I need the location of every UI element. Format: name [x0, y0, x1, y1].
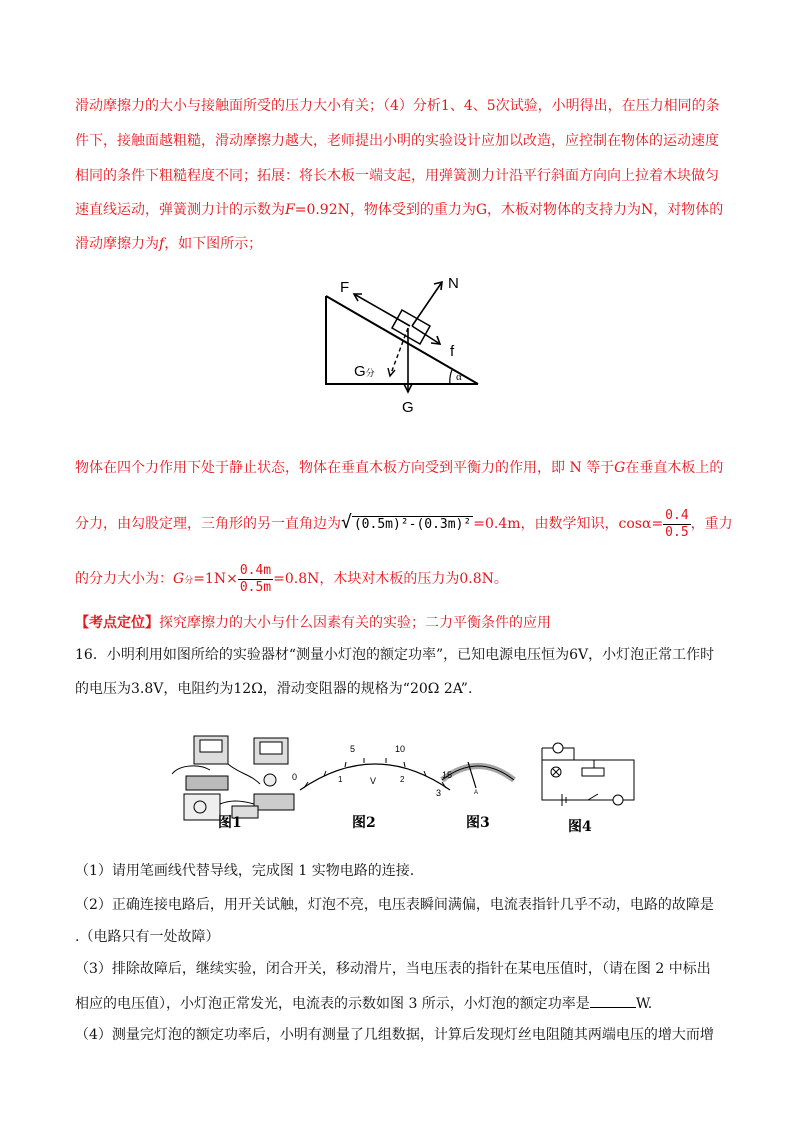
tick-label-10: 10	[395, 744, 406, 754]
voltmeter-unit: V	[370, 776, 377, 786]
subq3-line2	[75, 993, 735, 1014]
label-Gfen: G分	[354, 363, 375, 380]
numerator: 0.4	[665, 507, 689, 523]
label-F: F	[340, 279, 350, 296]
text: =1N×	[193, 571, 238, 587]
subq1: （1）请用笔画线代替导线，完成图 1 实物电路的连接.	[75, 863, 415, 879]
figure4-circuit-diagram	[538, 738, 638, 810]
text: 滑动摩擦力为	[75, 236, 159, 252]
incline-force-diagram	[300, 272, 500, 422]
caption-figure4: 图4	[568, 819, 592, 835]
q16-line1: 16．小明利用如图所给的实验器材“测量小灯泡的额定功率”，已知电源电压恒为6V，小灯泡正常工作时	[75, 647, 715, 663]
text: 相应的电压值），小灯泡正常发光，电流表的示数如图 3 所示，小灯泡的额定功率是	[75, 996, 590, 1012]
text: 物体在四个力作用下处于静止状态，物体在垂直木板方向受到平衡力的作用，即 N 等于	[75, 460, 615, 476]
caption-figure1: 图1	[218, 815, 242, 831]
text: 速直线运动，弹簧测力计的示数为	[75, 202, 285, 218]
wooden-block	[392, 310, 430, 344]
tick-label-3: 3	[436, 788, 442, 798]
angle-arc	[450, 370, 452, 384]
sqrt-symbol: √	[341, 512, 352, 533]
text: 在垂直木板上的	[625, 460, 724, 476]
sqrt-expression: (0.5m)²-(0.3m)²	[353, 517, 472, 532]
subscript: 分	[184, 576, 194, 586]
tick-label-2: 2	[400, 775, 405, 784]
para1-line2: 件下，接触面越粗糙，滑动摩擦力越大，老师提出小明的实验设计应加以改造，应控制在物体的运动速度	[75, 133, 719, 149]
tick-label-15: 15	[442, 770, 453, 780]
numerator: 0.4m	[239, 562, 272, 578]
kaodian-text: 探究摩擦力的大小与什么因素有关的实验；二力平衡条件的应用	[159, 615, 551, 631]
symbol-G: G	[173, 571, 185, 587]
subq3-line1: （3）排除故障后，继续实验，闭合开关，移动滑片，当电压表的指针在某电压值时，（请在图 2 中标出	[75, 961, 711, 977]
para1-line3: 相同的条件下粗糙程度不同；拓展：将长木板一端支起，用弹簧测力计沿平行斜面方向向上拉着木块做匀	[75, 168, 719, 184]
para2-line1	[75, 458, 735, 478]
label-f: f	[450, 343, 455, 360]
subq4-line1: （4）测量完灯泡的额定功率后，小明有测量了几组数据，计算后发现灯丝电阻随其两端电压的增大而增	[75, 1027, 714, 1043]
fraction-cos	[663, 508, 690, 541]
answer-blank[interactable]	[590, 993, 636, 1008]
caption-figure3: 图3	[466, 815, 490, 831]
figure3-ammeter-dial	[438, 748, 518, 798]
label-G: G	[402, 399, 414, 416]
text: W.	[635, 996, 653, 1012]
text: 分力，由勾股定理，三角形的另一直角边为	[75, 516, 341, 532]
q16-line2: 的电压为3.8V，电阻约为12Ω，滑动变阻器的规格为“20Ω 2A”.	[75, 681, 473, 697]
symbol-F: F	[285, 202, 295, 218]
fraction-ratio	[238, 563, 273, 596]
symbol-f: f	[159, 236, 165, 252]
label-alpha: α	[456, 371, 462, 383]
caption-figure2: 图2	[352, 815, 376, 831]
kaodian-line	[75, 613, 735, 633]
tick-label-5: 5	[350, 744, 356, 754]
tick-label-1: 1	[338, 775, 343, 784]
para1-line4	[75, 200, 735, 220]
para1-line1: 滑动摩擦力的大小与接触面所受的压力大小有关；（4）分析1、4、5次试验，小明得出，在压力相同的条	[75, 98, 720, 114]
denominator: 0.5	[665, 524, 689, 540]
text: =0.92N，物体受到的重力为G，木板对物体的支持力为N，对物体的	[294, 202, 724, 218]
text: ，重力	[690, 516, 733, 532]
figure1-apparatus	[170, 734, 305, 824]
denominator: 0.5m	[239, 579, 272, 595]
para2-line3	[75, 562, 735, 602]
subq2-line2: .（电路只有一处故障）	[75, 929, 220, 945]
subq2-line1: （2）正确连接电路后，用开关试触，灯泡不亮，电压表瞬间满偏，电流表指针几乎不动，电路的故障是	[75, 897, 714, 913]
kaodian-tag: 【考点定位】	[75, 615, 159, 631]
label-N: N	[448, 275, 459, 292]
para2-line2	[75, 506, 735, 546]
figure2-voltmeter-dial	[290, 738, 460, 808]
text: =0.8N，木块对木板的压力为0.8N。	[273, 571, 508, 587]
tick-label-0: 0	[292, 772, 298, 782]
force-N-arrow	[412, 282, 442, 326]
para1-line5	[75, 234, 735, 254]
text: ，如下图所示；	[164, 236, 263, 252]
text: 的分力大小为：	[75, 571, 173, 587]
text: =0.4m，由数学知识，cosα=	[473, 516, 664, 532]
ammeter-unit: A	[474, 790, 479, 796]
symbol-G: G	[614, 460, 626, 476]
figures-row	[170, 734, 640, 844]
